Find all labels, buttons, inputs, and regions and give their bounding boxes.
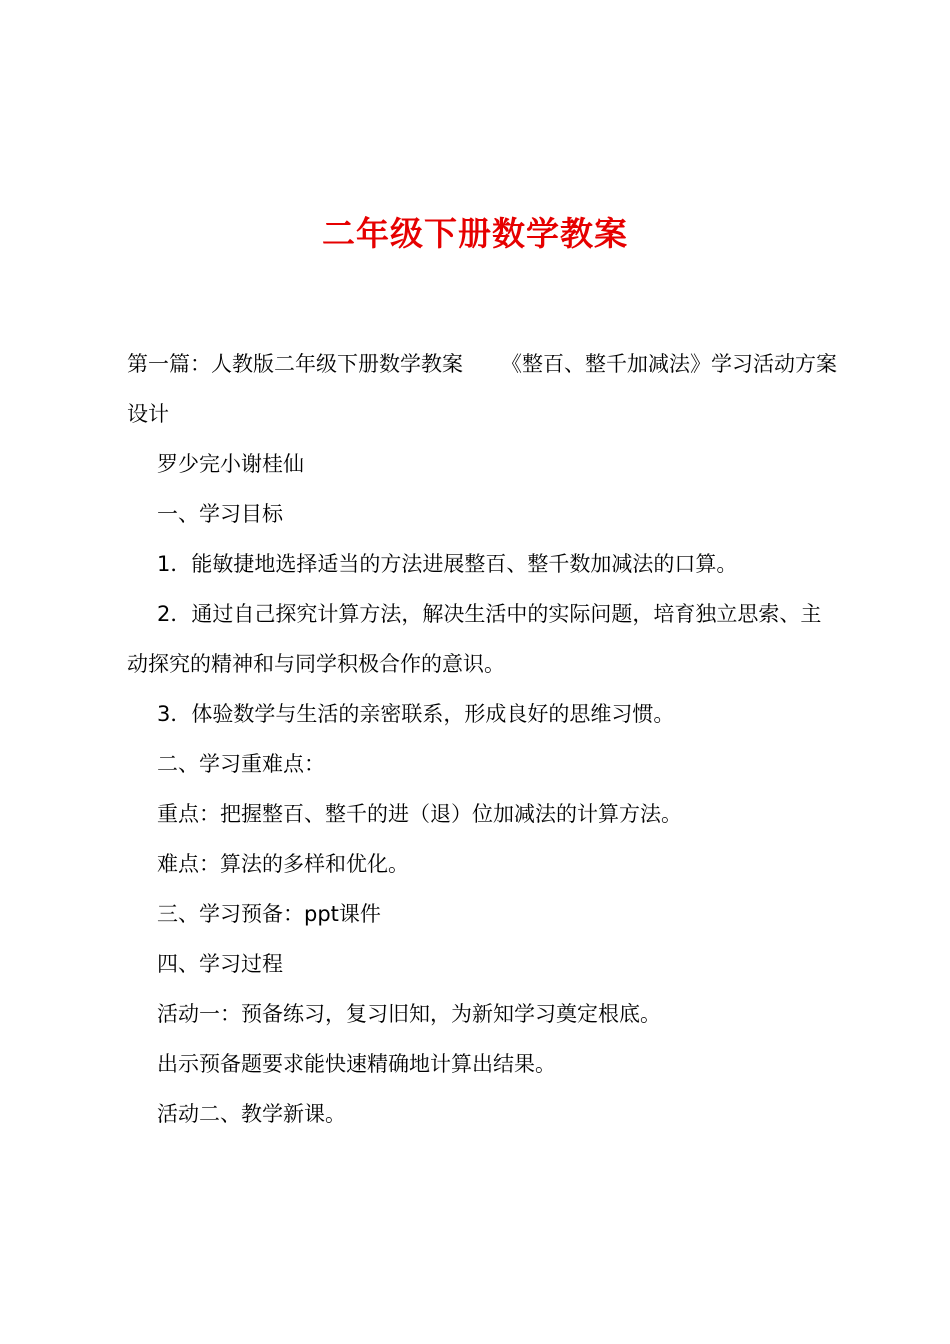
paragraph: 一、学习目标 xyxy=(157,502,283,526)
heading-part-1: 第一篇：人教版二年级下册数学教案 xyxy=(127,352,463,376)
paragraph: 四、学习过程 xyxy=(157,952,283,976)
paragraph: 二、学习重难点： xyxy=(157,752,325,776)
paragraph: 出示预备题要求能快速精确地计算出结果。 xyxy=(157,1052,556,1076)
paragraph: 2．通过自己探究计算方法，解决生活中的实际问题，培育独立思索、主动探究的精神和与同学积极合作的意识。 xyxy=(127,602,822,676)
heading-part-2: 《整百、整千加减法》学习活动方案设计 xyxy=(127,352,837,426)
section-heading xyxy=(127,339,837,439)
paragraph: 三、学习预备：ppt课件 xyxy=(157,902,381,926)
paragraph: 重点：把握整百、整千的进（退）位加减法的计算方法。 xyxy=(157,802,682,826)
paragraph: 3．体验数学与生活的亲密联系，形成良好的思维习惯。 xyxy=(157,702,675,726)
paragraph: 活动二、教学新课。 xyxy=(157,1102,346,1126)
paragraph: 难点：算法的多样和优化。 xyxy=(157,852,409,876)
author-line: 罗少完小谢桂仙 xyxy=(157,452,304,476)
paragraph: 1．能敏捷地选择适当的方法进展整百、整千数加减法的口算。 xyxy=(157,552,738,576)
document-body xyxy=(127,339,837,1139)
document-title: 二年级下册数学教案 xyxy=(322,214,628,253)
paragraph: 活动一：预备练习，复习旧知，为新知学习奠定根底。 xyxy=(157,1002,661,1026)
